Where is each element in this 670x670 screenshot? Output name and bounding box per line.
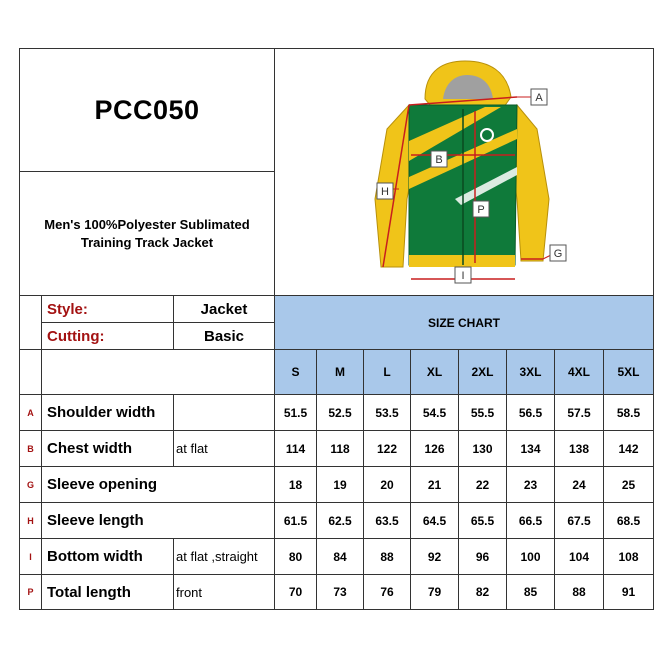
size-header-4xl: 4XL bbox=[555, 350, 604, 395]
value-cell: 142 bbox=[604, 431, 654, 467]
value-cell: 18 bbox=[275, 467, 317, 503]
row-letter: H bbox=[19, 503, 42, 539]
style-label: Style: bbox=[42, 296, 174, 323]
spec-spacer bbox=[19, 296, 42, 350]
row-letter: P bbox=[19, 575, 42, 610]
value-cell: 92 bbox=[411, 539, 459, 575]
style-value: Jacket bbox=[174, 296, 275, 323]
value-cell: 130 bbox=[459, 431, 507, 467]
row-name: Sleeve length bbox=[42, 503, 174, 539]
marker-g: G bbox=[553, 248, 563, 260]
value-cell: 80 bbox=[275, 539, 317, 575]
row-note: at flat ,straight bbox=[174, 539, 275, 575]
value-cell: 88 bbox=[364, 539, 411, 575]
value-cell: 84 bbox=[317, 539, 364, 575]
value-cell: 126 bbox=[411, 431, 459, 467]
value-cell: 61.5 bbox=[275, 503, 317, 539]
row-letter: A bbox=[19, 395, 42, 431]
value-cell: 64.5 bbox=[411, 503, 459, 539]
row-note: front bbox=[174, 575, 275, 610]
value-cell: 55.5 bbox=[459, 395, 507, 431]
row-note: at flat bbox=[174, 431, 275, 467]
cutting-value: Basic bbox=[174, 323, 275, 350]
size-header-3xl: 3XL bbox=[507, 350, 555, 395]
value-cell: 52.5 bbox=[317, 395, 364, 431]
value-cell: 85 bbox=[507, 575, 555, 610]
value-cell: 21 bbox=[411, 467, 459, 503]
row-letter: G bbox=[19, 467, 42, 503]
product-description bbox=[19, 172, 275, 296]
value-cell: 104 bbox=[555, 539, 604, 575]
value-cell: 88 bbox=[555, 575, 604, 610]
marker-i: I bbox=[461, 270, 465, 282]
value-cell: 134 bbox=[507, 431, 555, 467]
marker-a: A bbox=[535, 92, 543, 104]
value-cell: 91 bbox=[604, 575, 654, 610]
row-note bbox=[174, 503, 275, 539]
row-letter: I bbox=[19, 539, 42, 575]
value-cell: 57.5 bbox=[555, 395, 604, 431]
value-cell: 23 bbox=[507, 467, 555, 503]
value-cell: 73 bbox=[317, 575, 364, 610]
value-cell: 24 bbox=[555, 467, 604, 503]
value-cell: 122 bbox=[364, 431, 411, 467]
value-cell: 25 bbox=[604, 467, 654, 503]
description-line-1: Men's 100%Polyester Sublimated bbox=[44, 216, 250, 232]
row-name: Bottom width bbox=[42, 539, 174, 575]
value-cell: 76 bbox=[364, 575, 411, 610]
value-cell: 70 bbox=[275, 575, 317, 610]
value-cell: 63.5 bbox=[364, 503, 411, 539]
description-line-2: Training Track Jacket bbox=[80, 234, 214, 250]
value-cell: 82 bbox=[459, 575, 507, 610]
size-header-s: S bbox=[275, 350, 317, 395]
size-header-xl: XL bbox=[411, 350, 459, 395]
value-cell: 56.5 bbox=[507, 395, 555, 431]
size-header-5xl: 5XL bbox=[604, 350, 654, 395]
sizes-row-spacer-name bbox=[42, 350, 275, 395]
size-header-l: L bbox=[364, 350, 411, 395]
marker-h: H bbox=[381, 186, 389, 198]
row-name: Chest width bbox=[42, 431, 174, 467]
value-cell: 100 bbox=[507, 539, 555, 575]
sizes-row-spacer-letter bbox=[19, 350, 42, 395]
value-cell: 118 bbox=[317, 431, 364, 467]
value-cell: 51.5 bbox=[275, 395, 317, 431]
value-cell: 65.5 bbox=[459, 503, 507, 539]
value-cell: 53.5 bbox=[364, 395, 411, 431]
value-cell: 108 bbox=[604, 539, 654, 575]
row-name: Shoulder width bbox=[42, 395, 174, 431]
size-header-m: M bbox=[317, 350, 364, 395]
value-cell: 22 bbox=[459, 467, 507, 503]
value-cell: 67.5 bbox=[555, 503, 604, 539]
value-cell: 66.5 bbox=[507, 503, 555, 539]
row-name: Sleeve opening bbox=[42, 467, 174, 503]
value-cell: 54.5 bbox=[411, 395, 459, 431]
jacket-diagram bbox=[275, 49, 654, 297]
row-name: Total length bbox=[42, 575, 174, 610]
value-cell: 20 bbox=[364, 467, 411, 503]
row-note bbox=[174, 467, 275, 503]
value-cell: 114 bbox=[275, 431, 317, 467]
value-cell: 96 bbox=[459, 539, 507, 575]
cutting-label: Cutting: bbox=[42, 323, 174, 350]
row-note bbox=[174, 395, 275, 431]
value-cell: 79 bbox=[411, 575, 459, 610]
value-cell: 68.5 bbox=[604, 503, 654, 539]
product-code: PCC050 bbox=[19, 48, 275, 172]
value-cell: 58.5 bbox=[604, 395, 654, 431]
size-header-2xl: 2XL bbox=[459, 350, 507, 395]
jacket-bottom-band bbox=[409, 255, 515, 267]
marker-b: B bbox=[435, 154, 443, 166]
size-chart-title: SIZE CHART bbox=[275, 296, 654, 350]
size-spec-sheet bbox=[19, 48, 654, 610]
marker-p: P bbox=[477, 204, 485, 216]
value-cell: 19 bbox=[317, 467, 364, 503]
value-cell: 138 bbox=[555, 431, 604, 467]
jacket-diagram-panel bbox=[275, 48, 654, 296]
value-cell: 62.5 bbox=[317, 503, 364, 539]
row-letter: B bbox=[19, 431, 42, 467]
